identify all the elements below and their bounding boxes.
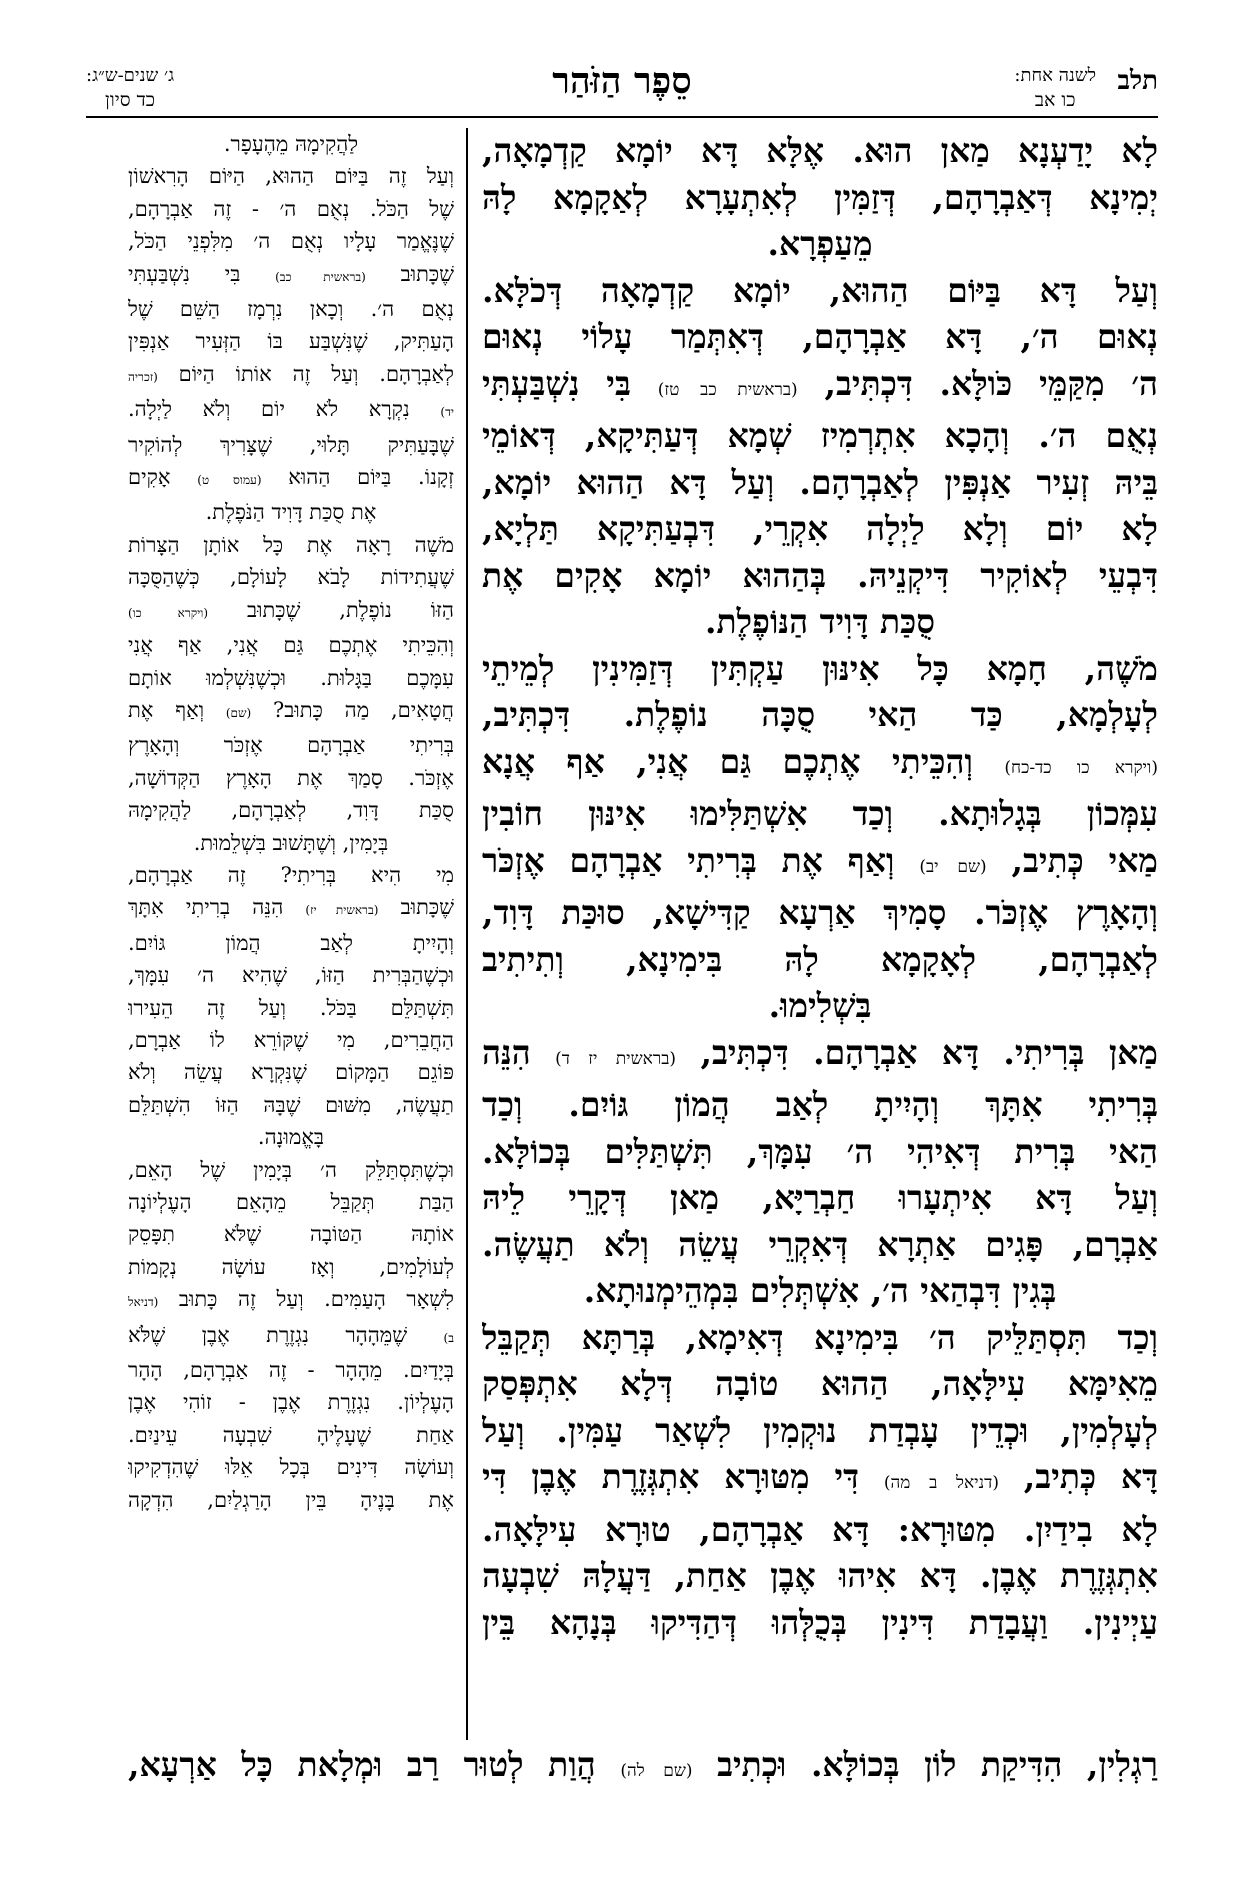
commentary-line-text-cont: שֶׁמֵּהָהָר נִגְזֶרֶת אֶבֶן שֶׁלֹּא	[128, 1322, 444, 1347]
main-text-line: מֹשֶׁה, חָמָא כָּל אִינּוּן עַקְתִּין דְּזַמִּינִין לְמֵיתֵי	[482, 648, 1158, 688]
main-text-line	[482, 838, 1158, 891]
scripture-reference: (בראשית כב)	[275, 269, 366, 284]
book-title: סֵפֶר הַזֹּהַר	[552, 60, 692, 102]
scripture-reference: (בראשית יז)	[305, 903, 379, 918]
commentary-line-text: חֲטָאִים, מַה כָּתוּב?	[251, 697, 454, 722]
main-text-line	[482, 1030, 1158, 1083]
main-text-line: בִּשְׁלִימוּ.	[768, 986, 872, 1025]
scripture-reference: (בראשית כב טז)	[657, 379, 798, 400]
commentary-line	[128, 393, 454, 428]
main-text-line: וְעַל דָּא אִיתְעָרוּ חַבְרַיָּא, מַאן דְּקָרֵי לֵיהּ	[482, 1178, 1158, 1217]
main-text-line-text-cont: בִּי נִשְׁבַּעְתִּי	[482, 363, 658, 403]
commentary-line: בְּרִיתִי אַבְרָהָם אֶזְכֹּר וְהָאָרֶץ	[128, 733, 454, 758]
main-text-line: לָא יוֹם וְלָא לַיְלָה אִקְרֵי, דִּבְעַתִּיקָא תַּלְיָא,	[482, 509, 1158, 548]
commentary-line: לְעוֹלָמִים, וְאָז עוֹשָׂה נְקָמוֹת	[128, 1254, 454, 1279]
page-header	[86, 60, 1158, 126]
scripture-reference: ב)	[443, 1330, 454, 1345]
bottom-line-text: רַגְלִין, הִדִּיקַת לוֹן בְּכוֹלָּא. וּכְתִיב	[692, 1745, 1158, 1784]
header-right-bottom: כו אב	[1034, 89, 1076, 111]
main-text-line-text-cont: דִּי מִטּוּרָא אִתְגְּזֶרֶת אֶבֶן דִּי	[482, 1457, 884, 1496]
main-text-line: בְּרִיתִי אִתָּךְ וְהָיִיתָ לְאַב הֲמוֹן גּוֹיִם. וְכַד	[482, 1085, 1158, 1124]
commentary-line: מִי הִיא בְּרִיתִי? זֶה אַבְרָהָם,	[128, 862, 454, 887]
commentary-line	[128, 358, 454, 393]
main-text-line: מֵאִימָּא עִילָּאָה, הַהוּא טוֹבָה דְּלָא אִתְפְּסַק	[482, 1364, 1158, 1403]
main-text-line: וְעַל דָּא בַּיּוֹם הַהוּא, יוֹמָא קַדְמָאָה דְּכֹלָּא.	[482, 270, 1158, 310]
scripture-reference: (עמוס ט)	[197, 473, 262, 488]
main-text-line	[482, 361, 1158, 414]
commentary-line	[128, 1283, 454, 1318]
main-text-line-text-cont: הִנֵּה	[482, 1032, 556, 1072]
commentary-line: אוֹתָהּ הַטּוֹבָה שֶׁלֹּא תִפָּסֵק	[128, 1222, 454, 1247]
scripture-reference: יד)	[440, 405, 454, 420]
main-text-line: לְאַבְרָהָם, לְאָקָמָא לָהּ בִּימִינָא, וְתִיתִיב	[482, 939, 1158, 979]
commentary-line-text: הַזּוֹ נוֹפֶלֶת, שֶׁכָּתוּב	[208, 597, 454, 622]
scripture-reference: (דניאל ב מה)	[883, 1473, 999, 1493]
bottom-line-text-cont: הֲוַת לְטוּר רַב וּמְלָאת כָּל אַרְעָא,	[128, 1745, 621, 1784]
commentary-line	[128, 461, 454, 496]
commentary-line	[128, 594, 454, 629]
header-left-note	[86, 64, 174, 112]
bottom-full-line	[128, 1742, 1158, 1794]
main-text-line-text: מַאי כְּתִיב,	[986, 840, 1158, 880]
commentary-line: הָעֶלְיוֹן. נִגְזֶרֶת אֶבֶן - זוֹהִי אֶבֶן	[128, 1390, 454, 1415]
main-text-line: נְאוּם ה׳, דָּא אַבְרָהָם, דְּאִתְּמַר עָלוֹי נְאוּם	[482, 317, 1158, 356]
commentary-line: לַהֲקִימָהּ מֵהֶעָפָר.	[223, 132, 359, 156]
commentary-line: אֶת בָּנֶיהָ בֵּין הָרַגְלַיִם, הִדְקָה	[128, 1487, 454, 1512]
commentary-line-text-cont: הִנֵּה בְרִיתִי אִתָּךְ	[128, 895, 306, 920]
commentary-column	[128, 128, 454, 1740]
main-text-column	[482, 128, 1158, 1740]
main-text-line: לְעָלְמִין, וּכְדֵין עָבְדַת נוּקְמִין לִשְׁאַר עַמִּין. וְעַל	[482, 1410, 1158, 1450]
main-text-line: בֵּיהּ זְעִיר אַנְפִּין לְאַבְרָהָם. וְעַל דָּא הַהוּא יוֹמָא,	[482, 462, 1158, 502]
commentary-line: מֹשֶׁה רָאָה אֶת כָּל אוֹתָן הַצָּרוֹת	[128, 532, 454, 557]
main-text-line	[482, 1454, 1158, 1507]
main-text-line: סֻכַּת דָּוִיד הַנּוֹפֶלֶת.	[704, 602, 935, 641]
commentary-line-text: לִשְׁאָר הָעַמִּים. וְעַל זֶה כָּתוּב	[158, 1287, 454, 1312]
commentary-line: בְּיָמִין, וְשֶׁתָּשׁוּב בִּשְׁלֵמוּת.	[193, 830, 389, 855]
bottom-line-ref: (שם לה)	[620, 1761, 693, 1781]
commentary-line-text-cont: בִּי נִשְׁבַּעְתִּי	[128, 261, 276, 286]
scripture-reference: (זכריה	[128, 369, 158, 384]
main-text-line: בְּגִין דִּבְהַאי ה׳, אִשְׁתְּלִים בִּמְהֵימְנוּתָא.	[583, 1271, 1057, 1310]
main-text-line: נְאֻם ה׳. וְהָכָא אִתְרְמִיז שְׁמָא דְּעַתִּיקָא, דְּאוֹמֵי	[482, 416, 1158, 455]
commentary-line: שֶׁל הַכֹּל. נְאֻם ה׳ - זֶה אַבְרָהָם,	[128, 196, 454, 221]
commentary-line: אֶזְכֹּר. סָמַךְ אֶת הָאָרֶץ הַקְּדוֹשָׁה,	[128, 765, 454, 790]
commentary-line-text: שֶׁכָּתוּב	[365, 261, 454, 286]
main-text-line: מֵעַפְרָא.	[767, 224, 873, 263]
commentary-line	[128, 258, 454, 293]
header-right-top: לשנה אחת:	[1014, 65, 1096, 86]
scripture-reference: (ויקרא כו כד-כח)	[1004, 757, 1158, 778]
commentary-line: וְהִכֵּיתִי אֶתְכֶם גַּם אֲנִי, אַף אֲנִי	[128, 633, 454, 658]
main-text-line	[482, 739, 1158, 792]
commentary-line: שֶׁבָּעַתִּיק תָּלוּי, שֶׁצָּרִיךְ לְהוֹקִיר	[128, 432, 454, 457]
main-text-line: הַאי בְּרִית דְּאִיהִי ה׳ עִמָּךְ, תִּשְׁתַּלִּים בְּכוֹלָּא.	[482, 1131, 1158, 1171]
commentary-line-text: זְקָנוֹ. בַּיּוֹם הַהוּא	[261, 465, 454, 490]
main-text-line: עַיְינִין. וַעֲבָדַת דִּינִין בְּכֻלְּהוּ דְּהַדִּיקוּ בְּנָהָא בֵּין	[482, 1602, 1158, 1642]
scripture-reference: (שם יב)	[919, 856, 987, 877]
commentary-line: אַחַת שֶׁעָלֶיהָ שִׁבְעָה עֵינַיִם.	[128, 1422, 454, 1447]
commentary-line: וּכְשֶׁהַבְּרִית הַזּוֹ, שֶׁהִיא ה׳ עִמָּךְ,	[128, 963, 454, 988]
main-text-line: דִּבְעֵי לְאוֹקִיר דִּיקְנֵיהּ. בְּהַהוּא יוֹמָא אָקִים אֶת	[482, 555, 1158, 595]
main-text-line-text: ה׳ מִקַּמֵּי כֹּולָּא. דִּכְתִּיב,	[797, 363, 1158, 403]
main-text-line: לָא יָדַעְנָא מַאן הוּא. אֶלָּא דָּא יוֹמָא קַדְמָאָה,	[482, 131, 1158, 170]
commentary-line: אֶת סֻכַּת דָּוִיד הַנֹּפֶלֶת.	[205, 500, 377, 525]
commentary-line	[128, 694, 454, 729]
scripture-reference: (שם)	[225, 705, 252, 720]
main-text-line: לְעָלְמָא, כַּד הַאי סֻכָּה נוֹפֶלֶת. דִּכְתִּיב,	[482, 695, 1158, 734]
commentary-line: בְּיָדַיִם. מֵהָהָר - זֶה אַבְרָהָם, הָהָר	[128, 1358, 454, 1383]
commentary-line: הַבַּת תְּקַבֵּל מֵהָאֵם הָעֶלְיוֹנָה	[128, 1190, 454, 1214]
main-text-line-text: מַאן בְּרִיתִי. דָּא אַבְרָהָם. דִּכְתִּיב,	[676, 1032, 1158, 1072]
commentary-line: עִמָּכֶם בַּגָּלוּת. וּכְשֶׁנִּשְׁלְמוּ אוֹתָם	[128, 665, 454, 690]
commentary-line: וְעוֹשָׂה דִּינִים בְּכָל אֵלּוּ שֶׁהִדְקִיקוּ	[128, 1455, 454, 1480]
main-text-line-text: דָּא כְּתִיב,	[998, 1457, 1158, 1496]
header-rule	[86, 116, 1158, 118]
commentary-line: שֶׁעֲתִידוֹת לָבֹא לָעוֹלָם, כְּשֶׁהַסֻּכָּה	[128, 565, 454, 590]
commentary-line: וְהָיִיתָ לְאַב הֲמוֹן גּוֹיִם.	[128, 930, 454, 955]
scripture-reference: (בראשית יז ד)	[555, 1048, 677, 1069]
page-number: תלב	[1117, 66, 1158, 96]
commentary-line: תַעֲשֶׂה, מִשּׁוּם שֶׁבָּהּ הַזּוֹ הִשְׁתַּלֵּם	[128, 1092, 454, 1117]
main-text-line: וְהָאָרֶץ אֶזְכֹּר. סָמִיךְ אַרְעָא קַדִּישָׁא, סוּכַּת דָּוִד,	[482, 893, 1158, 932]
main-text-line: עִמְּכוֹן בְּגָלוּתָא. וְכַד אִשְׁתַּלִּימוּ אִינּוּן חוֹבִין	[482, 794, 1158, 833]
commentary-line: נְאֻם ה׳. וְכָאן נִרְמָז הַשֵּׁם שֶׁל	[128, 297, 454, 322]
main-text-line: אַבְרָם, פָּגִים אַתְרָא דְּאִקְרֵי עֲשֵׂה וְלֹא תַעֲשֶׂה.	[482, 1224, 1158, 1264]
commentary-line-text: לְאַבְרָהָם. וְעַל זֶה אוֹתוֹ הַיּוֹם	[157, 361, 454, 386]
column-divider	[466, 128, 468, 1740]
commentary-line: הָעַתִּיק, שֶׁנִּשְׁבַּע בּוֹ הַזְּעִיר אַנְפִּין	[128, 329, 454, 354]
scripture-reference: (ויקרא כו)	[128, 605, 209, 620]
commentary-line: סֻכַּת דָּוִד, לְאַבְרָהָם, לַהֲקִימָהּ	[128, 798, 454, 823]
commentary-line	[128, 891, 454, 926]
commentary-line: וּכְשֶׁתִּסְתַּלֵּק ה׳ בְּיָמִין שֶׁל הָאֵם,	[128, 1157, 454, 1182]
commentary-line-text-cont: נִקְרָא לֹא יוֹם וְלֹא לַיְלָה.	[128, 397, 441, 422]
commentary-line-text-cont: אָקִים	[128, 465, 198, 490]
commentary-line-text: שֶׁכָּתוּב	[378, 895, 454, 920]
main-text-line: לָא בִידַיִן. מִטּוּרָא: דָּא אַבְרָהָם, טוּרָא עִילָּאָה.	[482, 1509, 1158, 1549]
main-text-line: יְמִינָא דְּאַבְרָהָם, דְּזַמִּין לְאִתְעָרָא לְאַקָמָא לָהּ	[482, 177, 1158, 217]
header-left-bottom: כד סיון	[105, 89, 155, 111]
main-text-line: וְכַד תִּסְתַּלֵּיק ה׳ בִּימִינָא דְּאִימָא, בְּרַתָּא תְּקַבֵּל	[482, 1317, 1158, 1357]
header-left-top: ג׳ שנים-ש״ג:	[86, 65, 175, 86]
commentary-line-text-cont: וְאַף אֶת	[128, 697, 226, 722]
main-text-line-text-cont: וְאַף אֶת בְּרִיתִי אַבְרָהָם אֶזְכֹּר	[482, 840, 920, 880]
commentary-line	[128, 1319, 454, 1354]
commentary-line: וְעַל זֶה בַּיּוֹם הַהוּא, הַיּוֹם הָרִאשׁוֹן	[128, 164, 454, 189]
commentary-line: פּוֹגֵם הַמָּקוֹם שֶׁנִּקְרָא עֲשֵׂה וְלֹא	[128, 1060, 454, 1085]
main-text-line: אִתְגְּזֶרֶת אֶבֶן. דָּא אִיהוּ אֶבֶן אַחַת, דַּעֲלָהּ שִׁבְעָה	[482, 1556, 1158, 1595]
commentary-line: תִּשְׁתַּלֵּם בַּכֹּל. וְעַל זֶה הֵעִירוּ	[128, 995, 454, 1020]
main-text-line-text-cont: וְהִכֵּיתִי אֶתְכֶם גַּם אֲנִי, אַף אֲנָא	[482, 741, 1005, 781]
commentary-line: הַחֲבֵרִים, מִי שֶׁקּוֹרֵא לוֹ אַבְרָם,	[128, 1027, 454, 1052]
commentary-line: שֶׁנֶּאֱמַר עָלָיו נְאֻם ה׳ מִלִּפְנֵי הַכֹּל,	[128, 229, 454, 254]
scripture-reference: (דניאל	[128, 1295, 159, 1310]
commentary-line: בָּאֱמוּנָה.	[257, 1125, 325, 1150]
